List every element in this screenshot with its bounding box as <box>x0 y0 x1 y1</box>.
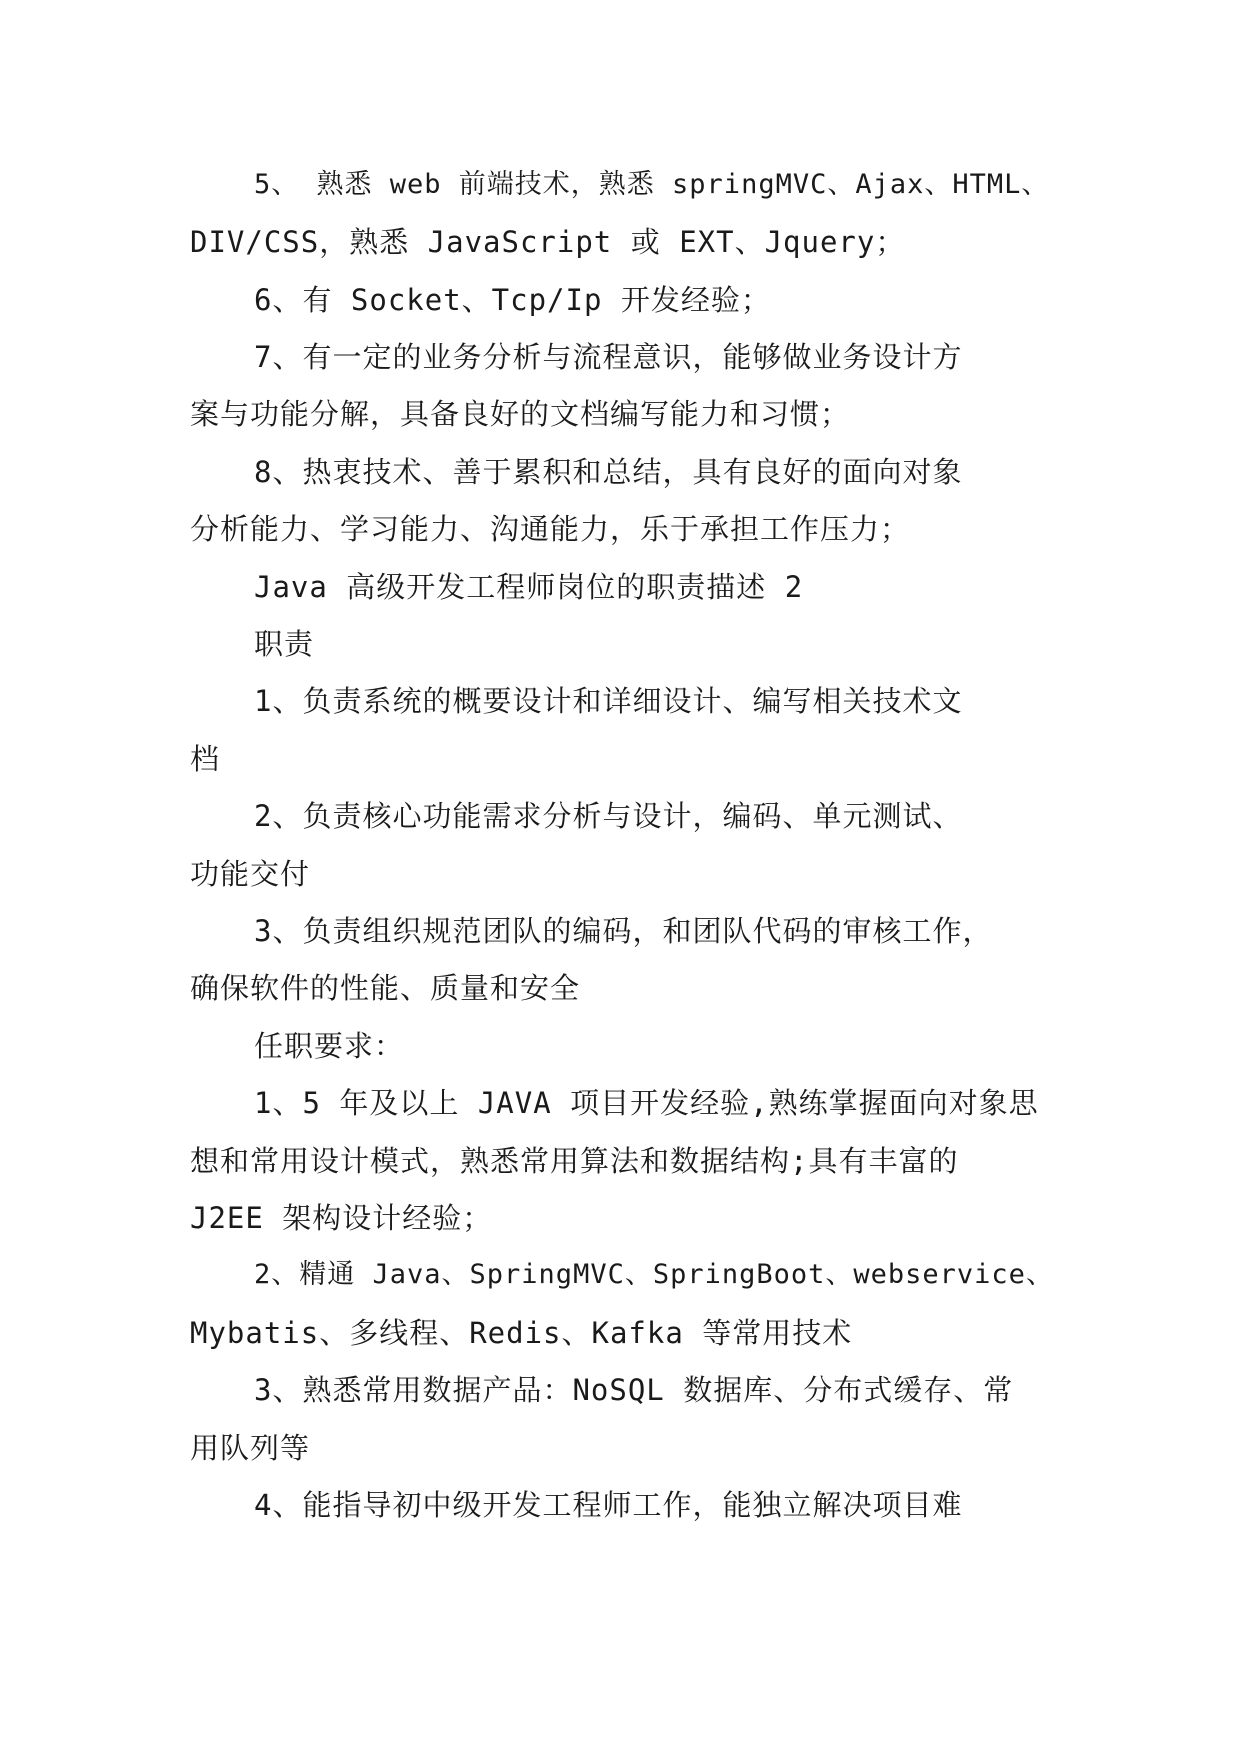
text-line: 档 <box>190 742 221 776</box>
text-line: 4、能指导初中级开发工程师工作，能独立解决项目难 <box>254 1488 963 1522</box>
text-line: 功能交付 <box>190 857 311 891</box>
text-line: J2EE 架构设计经验； <box>190 1201 493 1235</box>
subheading-duties: 职责 <box>254 627 315 661</box>
text-line: 7、有一定的业务分析与流程意识，能够做业务设计方 <box>254 340 963 374</box>
text-line: 1、负责系统的概要设计和详细设计、编写相关技术文 <box>254 684 963 718</box>
text-line: 6、有 Socket、Tcp/Ip 开发经验； <box>254 283 771 317</box>
text-line: 确保软件的性能、质量和安全 <box>190 971 581 1005</box>
text-line: DIV/CSS，熟悉 JavaScript 或 EXT、Jquery； <box>190 225 906 259</box>
text-line: 3、熟悉常用数据产品：NoSQL 数据库、分布式缓存、常 <box>254 1373 1014 1407</box>
text-line: 1、5 年及以上 JAVA 项目开发经验,熟练掌握面向对象思 <box>254 1086 1039 1120</box>
subheading-requirements: 任职要求： <box>254 1029 405 1063</box>
text-line: 用队列等 <box>190 1431 311 1465</box>
section-heading: Java 高级开发工程师岗位的职责描述 2 <box>254 570 804 604</box>
text-line: 分析能力、学习能力、沟通能力，乐于承担工作压力； <box>190 512 911 546</box>
text-line: 3、负责组织规范团队的编码，和团队代码的审核工作， <box>254 914 993 948</box>
text-line: 想和常用设计模式，熟悉常用算法和数据结构;具有丰富的 <box>190 1144 959 1178</box>
text-line: 5、 熟悉 web 前端技术，熟悉 springMVC、Ajax、HTML、 <box>254 169 1050 200</box>
text-line: 2、精通 Java、SpringMVC、SpringBoot、webservice、 <box>254 1259 1054 1290</box>
text-line: 2、负责核心功能需求分析与设计，编码、单元测试、 <box>254 799 963 833</box>
text-line: 8、热衷技术、善于累积和总结，具有良好的面向对象 <box>254 455 963 489</box>
text-line: 案与功能分解，具备良好的文档编写能力和习惯； <box>190 397 851 431</box>
text-line: Mybatis、多线程、Redis、Kafka 等常用技术 <box>190 1316 853 1350</box>
